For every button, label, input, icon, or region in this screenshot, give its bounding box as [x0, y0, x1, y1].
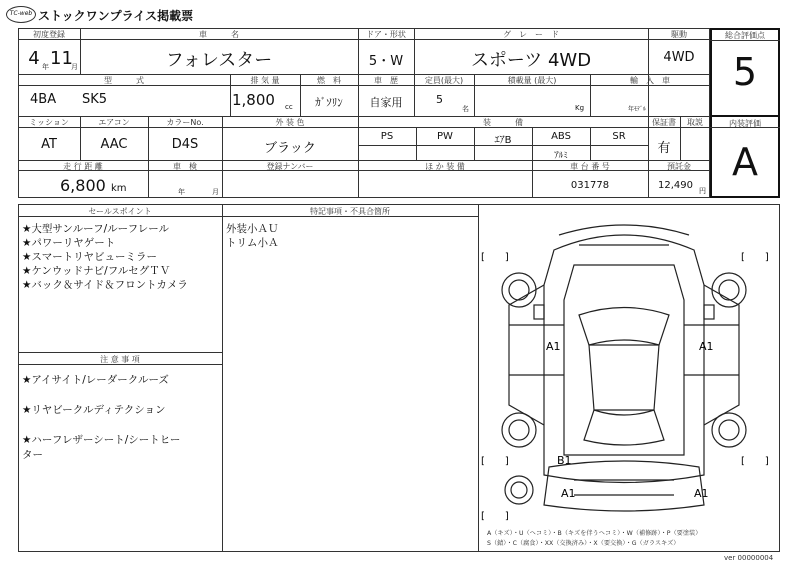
displacement-unit: cc	[285, 103, 293, 111]
displacement-value: 1,800	[232, 91, 275, 109]
equip-abs: ABS	[551, 131, 571, 142]
page-title: ストックワンプライス掲載票	[38, 9, 194, 23]
bracket-mark: [ ]	[481, 511, 509, 522]
warranty-header: 保証書	[652, 118, 676, 127]
overall-score-value: 5	[732, 50, 758, 94]
equip-pw: PW	[437, 131, 453, 142]
capacity-header: 定員(最大)	[424, 76, 464, 85]
damage-mark-left-door: A1	[546, 340, 561, 353]
first-reg-month: 4	[28, 48, 40, 69]
damage-mark-rear-bumper-right: A1	[694, 487, 709, 500]
history-value: 自家用	[369, 96, 403, 109]
warranty-value: 有	[657, 141, 671, 156]
mileage-unit: km	[111, 183, 127, 194]
exterior-color-header: 外 装 色	[275, 118, 305, 127]
model-header: 型 式	[104, 76, 144, 85]
bracket-mark: [ ]	[741, 456, 769, 467]
bracket-mark: [ ]	[481, 456, 509, 467]
mileage-header: 走 行 距 離	[63, 162, 103, 171]
list-item: ター	[22, 449, 43, 461]
list-item: ★アイサイト/レーダークルーズ	[22, 374, 169, 386]
aircon-header: エアコン	[98, 118, 130, 127]
damage-mark-right-door: A1	[699, 340, 714, 353]
fuel-value: ｶﾞｿﾘﾝ	[315, 96, 343, 109]
first-reg-day: 11	[50, 48, 73, 69]
color-no-value: D4S	[171, 137, 199, 152]
list-item	[22, 418, 180, 433]
list-item: ★パワーリヤゲート	[22, 237, 116, 249]
import-unit: 年ﾓﾃﾞﾙ	[628, 106, 647, 113]
color-no-header: カラーNo.	[166, 118, 204, 127]
mission-value: AT	[41, 137, 57, 152]
model-value: SK5	[82, 92, 108, 107]
inspection-month-unit: 月	[212, 188, 219, 196]
legend-line-2: S（錆）・C（腐食）・XX（交換済み）・X（要交換）・G（ガラスキズ）	[487, 540, 680, 547]
interior-score-value: A	[732, 140, 758, 184]
chassis-header: 車 台 番 号	[570, 162, 610, 171]
price-unit: 円	[699, 187, 706, 195]
model-prefix-value: 4BA	[30, 92, 57, 107]
damage-mark-rear-bumper-left: A1	[561, 487, 576, 500]
manual-header: 取説	[687, 118, 703, 127]
drive-header: 駆動	[671, 30, 687, 39]
year-unit: 年	[42, 63, 49, 71]
damage-mark-rear-left: B1	[557, 454, 572, 467]
grade-header: グ レ ー ド	[503, 30, 559, 39]
first-reg-header: 初度登録	[33, 30, 65, 39]
plate-header: 登録ナンバー	[266, 162, 314, 171]
sales-points-header: セールスポイント	[88, 207, 152, 216]
caution-header: 注 意 事 項	[100, 355, 140, 364]
other-equip-header: ほ か 装 備	[425, 162, 465, 171]
bracket-mark: [ ]	[481, 252, 509, 263]
equip-airbag: ｴｱB	[494, 135, 512, 146]
load-unit: Kg	[575, 104, 585, 112]
remarks-header: 特記事項・不具合箇所	[310, 207, 390, 216]
inspection-year-unit: 年	[178, 188, 185, 196]
price-value: 12,490	[658, 180, 693, 191]
grade-value: スポーツ 4WD	[470, 50, 592, 71]
remarks-list	[226, 222, 279, 250]
inspection-header: 車 検	[173, 162, 197, 171]
car-name-value: フォレスター	[165, 50, 273, 71]
list-item: ★バック＆サイド＆フロントカメラ	[22, 279, 188, 291]
list-item: ★ケンウッドナビ/フルセグＴＶ	[22, 265, 171, 277]
mission-header: ミッション	[29, 118, 69, 127]
door-header: ドア・形状	[366, 30, 406, 39]
displacement-header: 排 気 量	[250, 76, 280, 85]
equip-sr: SR	[612, 131, 626, 142]
drive-value: 4WD	[663, 50, 695, 65]
version-label: ver 00000004	[724, 554, 774, 562]
caution-list	[22, 373, 180, 463]
list-item: ★リヤビークルディテクション	[22, 404, 166, 416]
capacity-unit: 名	[462, 105, 469, 113]
exterior-color-value: ブラック	[264, 141, 316, 156]
history-header: 車 歴	[374, 76, 398, 85]
interior-score-header: 内装評価	[729, 119, 761, 128]
fuel-header: 燃 料	[317, 76, 341, 85]
list-item: ★大型サンルーフ/ルーフレール	[22, 223, 169, 235]
car-name-header: 車 名	[199, 30, 239, 39]
sales-points-list	[22, 222, 188, 292]
capacity-value: 5	[436, 93, 443, 106]
import-header: 輸 入 車	[630, 76, 670, 85]
list-item	[22, 388, 180, 403]
price-header: 預託金	[667, 162, 691, 171]
car-damage-diagram	[479, 205, 779, 551]
tc-web-logo: TC-web	[6, 6, 36, 23]
load-header: 積載量 (最大)	[507, 76, 557, 85]
overall-score-header: 総合評価点	[725, 31, 765, 40]
chassis-value: 031778	[570, 180, 610, 191]
bracket-mark: [ ]	[741, 252, 769, 263]
list-item: ★ハーフレザーシート/シートヒー	[22, 434, 181, 446]
equipment-header: 装 備	[483, 118, 523, 127]
mileage-value: 6,800	[60, 176, 106, 195]
month-unit: 月	[71, 63, 78, 71]
equip-ps: PS	[380, 131, 394, 142]
legend-line-1: A（キズ）・U（ヘコミ）・B（キズを伴うヘコミ）・W（補修跡）・P（要塗装）	[487, 530, 702, 537]
door-value: 5・W	[368, 54, 404, 69]
equip-alumi: ｱﾙﾐ	[554, 151, 568, 161]
aircon-value: AAC	[100, 137, 128, 152]
list-item: ★スマートリヤビューミラー	[22, 251, 157, 263]
list-item: トリム小Ａ	[226, 237, 279, 249]
list-item: 外装小ＡＵ	[226, 223, 279, 235]
